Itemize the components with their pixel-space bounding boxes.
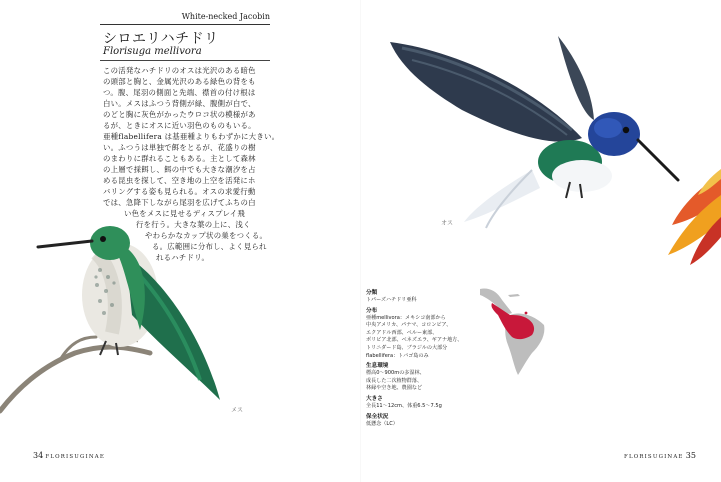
description-line: 行を行う。大きな葉の上に、浅く	[136, 220, 251, 229]
title-rule	[100, 60, 270, 61]
scientific-name: Florisuga mellivora	[103, 46, 202, 57]
description-line: 白い。メスはふつう背側が緑、腹側が白で、	[103, 99, 256, 108]
page-gutter	[360, 0, 361, 482]
range-map	[478, 285, 548, 377]
male-caption: オス	[441, 220, 453, 227]
fact-line: トパーズハチドリ亜科	[366, 297, 417, 303]
male-hummingbird-illustration	[382, 30, 700, 230]
description-line: れるハチドリ。	[156, 253, 210, 262]
fact-line: ボリビア北部、ベネズエラ、ギアナ地方、	[366, 337, 463, 344]
right-page-number: 35	[685, 451, 696, 460]
description-line: の上層で採餌し、餌の中でも大きな潮汐を占	[103, 165, 256, 174]
description-line: い。ふつうは単独で餌をとるが、花盛りの樹	[103, 143, 256, 152]
fact-line: エクアドル西部、ペルー東部、	[366, 329, 438, 336]
fact-heading: 分類	[366, 290, 378, 296]
fact-habitat	[366, 362, 478, 393]
species-facts	[366, 287, 478, 428]
fact-classification	[366, 289, 478, 305]
right-folio	[624, 451, 696, 460]
description-line: の頭部と胸と、金属光沢のある緑色の背をも	[103, 77, 256, 86]
left-running-head: FLORISUGINAE	[45, 454, 105, 460]
description-line: るが、ときにオスに近い羽色のものもいる。	[103, 121, 256, 130]
description-line: つ。腹、尾羽の側面と先端、襟首の付け根は	[103, 88, 256, 97]
fact-line: 林縁や空き地、農園など	[366, 385, 423, 392]
fact-size	[366, 395, 478, 411]
left-page-number: 34	[33, 451, 44, 460]
header-rule	[100, 24, 270, 25]
fact-line: 全長11～12cm、体重6.5～7.5g	[366, 402, 442, 409]
fact-line: 低懸念（LC）	[366, 420, 398, 427]
right-running-head: FLORISUGINAE	[624, 454, 684, 460]
fact-heading: 保全状況	[366, 413, 389, 420]
description-line: バリングする姿も見られる。オスの求愛行動	[103, 187, 256, 196]
fact-line: 亜種mellivora：メキシコ南部から	[366, 314, 446, 321]
japanese-species-name: シロエリハチドリ	[103, 31, 219, 47]
description-line: やわらかなカップ状の巣をつくる。	[145, 231, 268, 240]
description-line: る。広範囲に分布し、よく見られ	[152, 242, 267, 251]
fact-heading: 大きさ	[366, 395, 383, 402]
description-line: この活発なハチドリのオスは光沢のある暗色	[103, 66, 256, 75]
fact-heading: 生息環境	[366, 363, 389, 370]
fact-line: トリニダード島、ブラジルの大部分	[366, 344, 448, 351]
description-line: い色をメスに見せるディスプレイ飛	[124, 209, 245, 218]
description-line: 亜種flabellifera は基亜種よりもわずかに大きい。	[103, 132, 280, 141]
english-common-name: White-necked Jacobin	[181, 12, 270, 21]
fact-conservation	[366, 413, 478, 429]
description-line: のどと胸に灰色がかったウロコ状の模様があ	[103, 110, 256, 119]
left-folio	[33, 451, 105, 460]
fact-line: 成長した二次植物群落、	[366, 377, 423, 384]
female-caption: メス	[231, 407, 244, 414]
fact-heading: 分布	[366, 307, 378, 314]
description-line: める昆虫を探して、空き地の上空を活発にホ	[103, 176, 256, 185]
fact-line: 中央アメリカ、パナマ、コロンビア、	[366, 322, 452, 329]
female-hummingbird-illustration	[0, 215, 260, 415]
description-line: では、急降下しながら尾羽を広げてふちの白	[103, 198, 256, 207]
description-line: のまわりに群れることもある。主として森林	[103, 154, 256, 163]
flower-illustration	[662, 165, 721, 270]
fact-line: 標高0～900mの多湿林、	[366, 370, 425, 377]
fact-distribution	[366, 307, 478, 361]
fact-line: flabellifera：トバゴ島のみ	[366, 352, 429, 359]
